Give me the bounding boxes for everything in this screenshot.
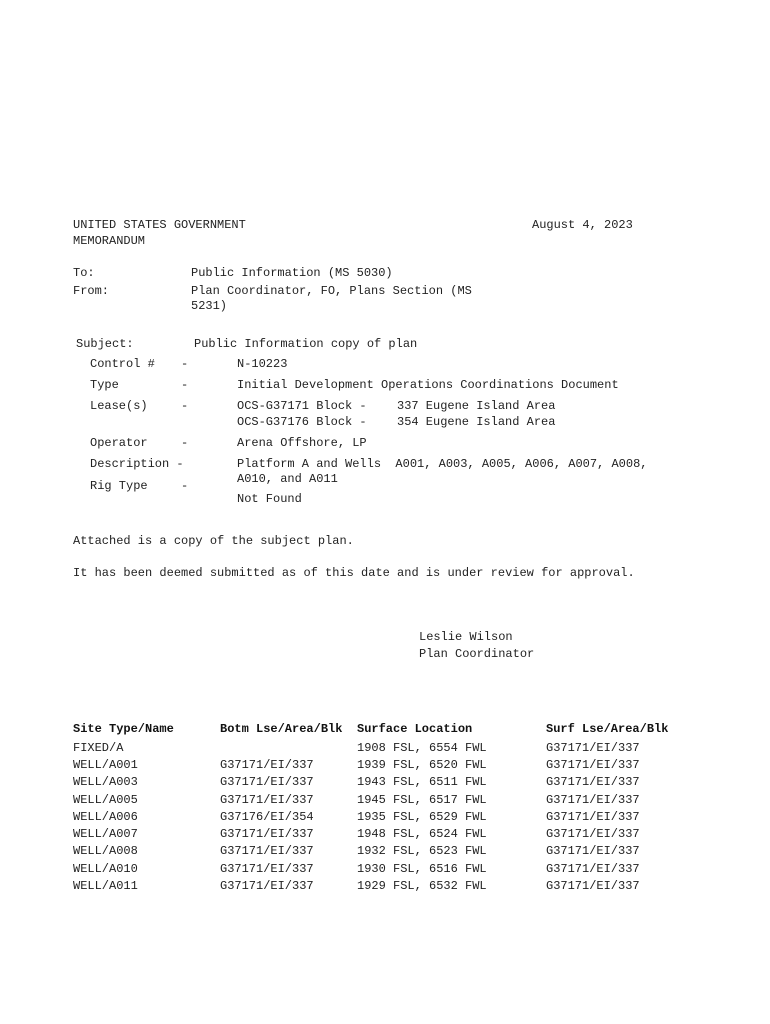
cell-surf-lse: G37171/EI/337 <box>546 793 640 807</box>
signature-name: Leslie Wilson <box>419 630 513 644</box>
cell-botm: G37171/EI/337 <box>220 758 314 772</box>
control-value: N-10223 <box>237 357 288 371</box>
cell-surf-lse: G37171/EI/337 <box>546 810 640 824</box>
memo-date: August 4, 2023 <box>532 218 633 232</box>
cell-site: WELL/A007 <box>73 827 138 841</box>
cell-site: WELL/A003 <box>73 775 138 789</box>
memo-type: MEMORANDUM <box>73 234 146 248</box>
cell-site: WELL/A010 <box>73 862 138 876</box>
cell-surface: 1945 FSL, 6517 FWL <box>357 793 487 807</box>
cell-surf-lse: G37171/EI/337 <box>546 827 640 841</box>
signature-title: Plan Coordinator <box>419 647 535 661</box>
cell-surf-lse: G37171/EI/337 <box>546 758 640 772</box>
cell-site: WELL/A006 <box>73 810 138 824</box>
cell-surf-lse: G37171/EI/337 <box>546 862 640 876</box>
cell-botm: G37171/EI/337 <box>220 793 314 807</box>
operator-label: Operator <box>90 436 148 450</box>
cell-botm: G37171/EI/337 <box>220 844 314 858</box>
cell-surface: 1948 FSL, 6524 FWL <box>357 827 487 841</box>
control-dash: - <box>181 357 189 371</box>
body-line-1: Attached is a copy of the subject plan. <box>73 534 354 548</box>
description-line2: A010, and A011 <box>237 472 338 486</box>
subject-label: Subject: <box>76 337 134 351</box>
rig-type-dash: - <box>181 479 189 493</box>
cell-botm: G37171/EI/337 <box>220 879 314 893</box>
control-label: Control # <box>90 357 155 371</box>
cell-site: WELL/A005 <box>73 793 138 807</box>
header-botm-lse: Botm Lse/Area/Blk <box>220 722 343 736</box>
cell-site: WELL/A011 <box>73 879 138 893</box>
cell-site: WELL/A008 <box>73 844 138 858</box>
subject-value: Public Information copy of plan <box>194 337 418 351</box>
lease-label: Lease(s) <box>90 399 148 413</box>
rig-type-value: Not Found <box>237 492 302 506</box>
header-surface-location: Surface Location <box>357 722 473 736</box>
lease-2: OCS-G37176 Block - <box>237 415 367 429</box>
header-surf-lse: Surf Lse/Area/Blk <box>546 722 669 736</box>
to-label: To: <box>73 266 95 280</box>
cell-surf-lse: G37171/EI/337 <box>546 844 640 858</box>
from-value-line2: 5231) <box>191 299 228 313</box>
cell-surf-lse: G37171/EI/337 <box>546 775 640 789</box>
from-value-line1: Plan Coordinator, FO, Plans Section (MS <box>191 284 472 298</box>
type-dash: - <box>181 378 189 392</box>
cell-surface: 1930 FSL, 6516 FWL <box>357 862 487 876</box>
from-label: From: <box>73 284 110 298</box>
operator-dash: - <box>181 436 189 450</box>
lease-dash: - <box>181 399 189 413</box>
operator-value: Arena Offshore, LP <box>237 436 367 450</box>
cell-surface: 1935 FSL, 6529 FWL <box>357 810 487 824</box>
type-label: Type <box>90 378 119 392</box>
lease-2-area: 354 Eugene Island Area <box>397 415 556 429</box>
body-line-2: It has been deemed submitted as of this date and is under review for approval. <box>73 566 635 580</box>
header-site-type: Site Type/Name <box>73 722 174 736</box>
org-name: UNITED STATES GOVERNMENT <box>73 218 246 232</box>
cell-surface: 1932 FSL, 6523 FWL <box>357 844 487 858</box>
rig-type-label: Rig Type <box>90 479 148 493</box>
cell-botm: G37171/EI/337 <box>220 862 314 876</box>
cell-botm: G37171/EI/337 <box>220 827 314 841</box>
lease-1: OCS-G37171 Block - <box>237 399 367 413</box>
cell-surface: 1929 FSL, 6532 FWL <box>357 879 487 893</box>
cell-surface: 1908 FSL, 6554 FWL <box>357 741 487 755</box>
cell-surface: 1943 FSL, 6511 FWL <box>357 775 487 789</box>
cell-site: FIXED/A <box>73 741 124 755</box>
cell-botm: G37176/EI/354 <box>220 810 314 824</box>
cell-site: WELL/A001 <box>73 758 138 772</box>
to-value: Public Information (MS 5030) <box>191 266 393 280</box>
cell-surf-lse: G37171/EI/337 <box>546 741 640 755</box>
type-value: Initial Development Operations Coordinations Document <box>237 378 619 392</box>
description-line1: Platform A and Wells A001, A003, A005, A006, A007, A008, <box>237 457 648 471</box>
cell-surf-lse: G37171/EI/337 <box>546 879 640 893</box>
cell-botm: G37171/EI/337 <box>220 775 314 789</box>
description-label: Description - <box>90 457 184 471</box>
lease-1-area: 337 Eugene Island Area <box>397 399 556 413</box>
cell-surface: 1939 FSL, 6520 FWL <box>357 758 487 772</box>
